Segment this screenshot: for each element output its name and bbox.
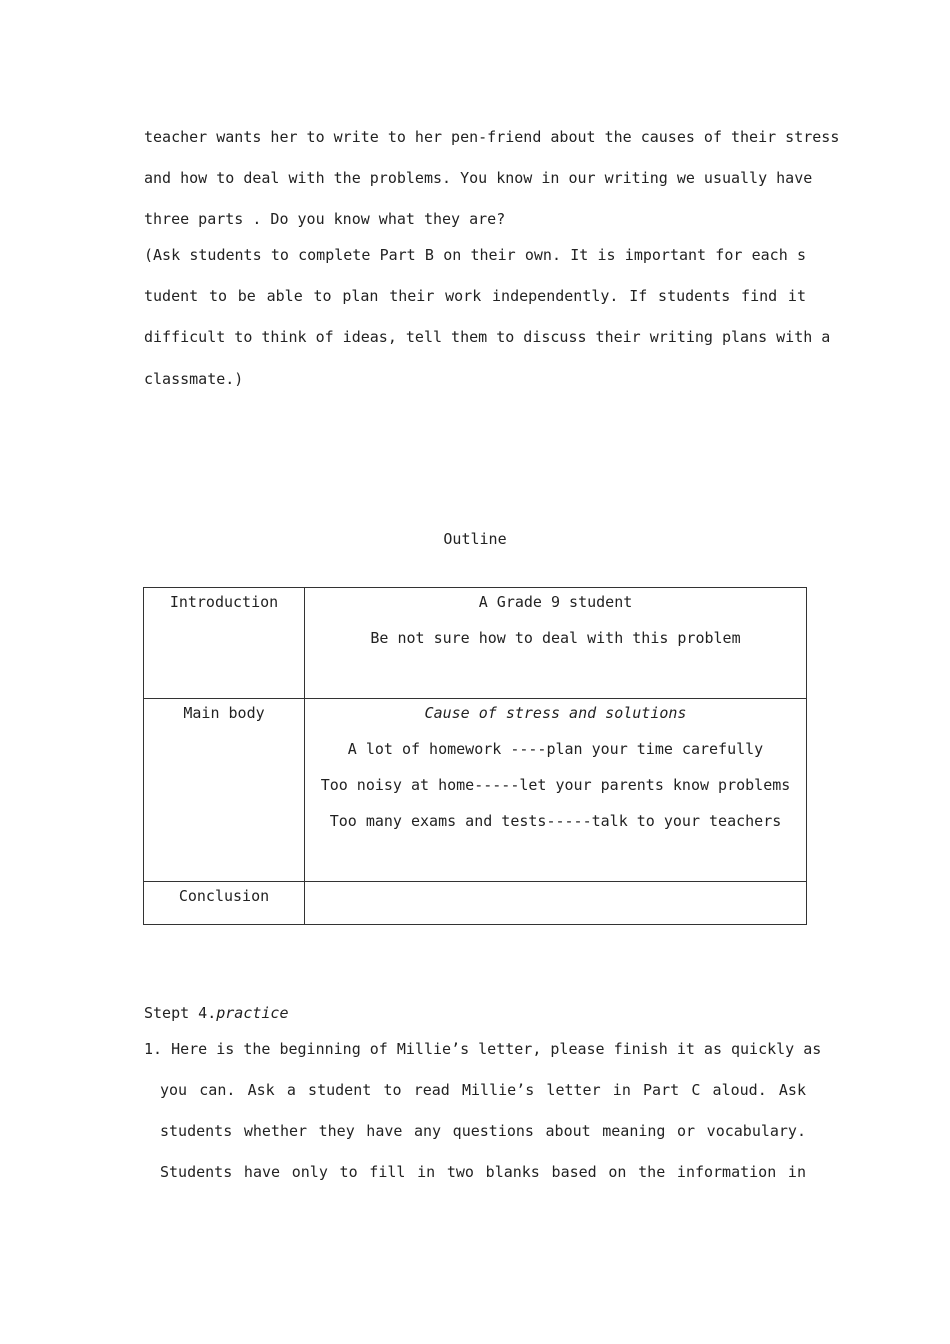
outline-label-main-body: Main body <box>144 699 305 882</box>
paragraph2-line-1-text: (Ask students to complete Part B on their own. It is important for each s <box>144 246 806 264</box>
introduction-line-2: Be not sure how to deal with this problem <box>370 629 741 647</box>
paragraph2-line-1 <box>144 245 806 265</box>
paragraph1-line-1: teacher wants her to write to her pen-friend about the causes of their stress <box>144 128 840 146</box>
item1-line-2: you can. Ask a student to read Millie’s letter in Part C aloud. Ask <box>160 1081 806 1099</box>
main-body-heading: Cause of stress and solutions <box>424 704 687 722</box>
item1-line-4: Students have only to fill in two blanks based on the information in <box>160 1163 806 1181</box>
outline-content-conclusion <box>305 882 807 925</box>
main-body-line-1: A lot of homework ----plan your time carefully <box>347 740 764 758</box>
outline-content-main-body <box>305 699 807 882</box>
step-title: practice <box>216 1004 289 1022</box>
paragraph1-line-2: and how to deal with the problems. You know in our writing we usually have <box>144 169 813 187</box>
outline-row-introduction <box>144 588 807 699</box>
outline-label-conclusion: Conclusion <box>144 882 305 925</box>
step-heading <box>144 1003 806 1023</box>
main-body-line-3: Too many exams and tests-----talk to your teachers <box>329 812 782 830</box>
main-body-line-2: Too noisy at home-----let your parents know problems <box>320 776 791 794</box>
outline-label-introduction: Introduction <box>144 588 305 699</box>
introduction-line-1: A Grade 9 student <box>478 593 633 611</box>
paragraph1-line-3: three parts . Do you know what they are? <box>144 210 506 228</box>
paragraph2-line-4: classmate.) <box>144 370 244 388</box>
outline-content-introduction <box>305 588 807 699</box>
paragraph2-line-2: tudent to be able to plan their work independently. If students find it <box>144 287 806 305</box>
outline-title: Outline <box>443 530 507 548</box>
outline-row-conclusion <box>144 882 807 925</box>
item1-line-1: 1. Here is the beginning of Millie’s letter, please finish it as quickly as <box>144 1040 822 1058</box>
outline-row-main-body <box>144 699 807 882</box>
paragraph2-line-3: difficult to think of ideas, tell them to discuss their writing plans with a <box>144 328 831 346</box>
step-prefix: Stept 4. <box>144 1004 217 1022</box>
outline-table <box>143 587 807 925</box>
item1-line-3: students whether they have any questions about meaning or vocabulary. <box>160 1122 806 1140</box>
